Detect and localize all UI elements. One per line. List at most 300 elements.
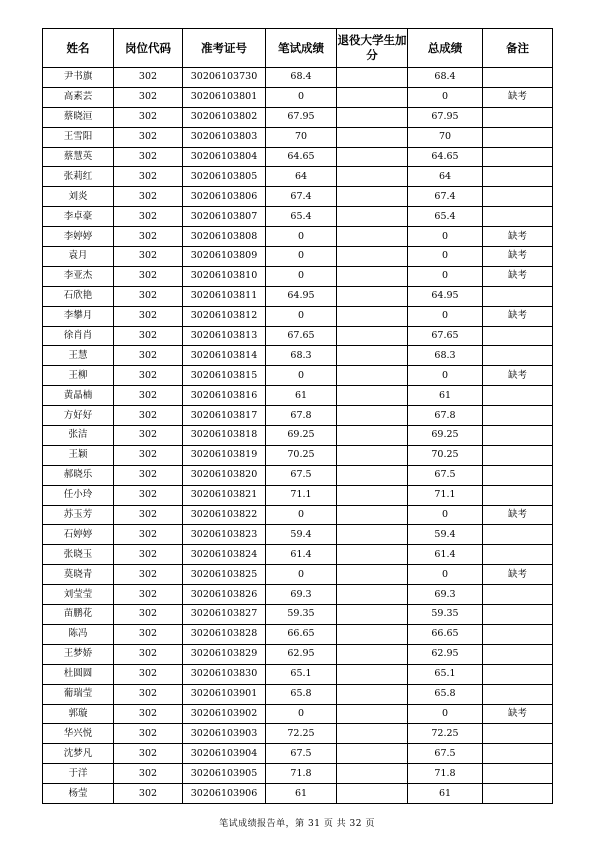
cell-written-score: 67.5 — [266, 465, 337, 485]
cell-written-score: 65.4 — [266, 207, 337, 227]
cell-veteran-bonus — [337, 565, 408, 585]
cell-remarks — [483, 605, 553, 625]
cell-remarks — [483, 147, 553, 167]
cell-name: 张洁 — [43, 426, 114, 446]
cell-total-score: 65.1 — [408, 664, 483, 684]
cell-ticket-number: 30206103901 — [183, 684, 266, 704]
table-row — [43, 127, 553, 147]
cell-ticket-number: 30206103730 — [183, 68, 266, 88]
cell-remarks — [483, 624, 553, 644]
cell-remarks — [483, 346, 553, 366]
cell-remarks — [483, 764, 553, 784]
cell-ticket-number: 30206103828 — [183, 624, 266, 644]
cell-remarks — [483, 167, 553, 187]
cell-total-score: 67.65 — [408, 326, 483, 346]
cell-veteran-bonus — [337, 465, 408, 485]
cell-position-code: 302 — [114, 286, 183, 306]
cell-position-code: 302 — [114, 525, 183, 545]
cell-ticket-number: 30206103816 — [183, 386, 266, 406]
cell-ticket-number: 30206103812 — [183, 306, 266, 326]
cell-total-score: 0 — [408, 87, 483, 107]
table-row — [43, 266, 553, 286]
cell-position-code: 302 — [114, 426, 183, 446]
cell-position-code: 302 — [114, 346, 183, 366]
cell-remarks: 缺考 — [483, 227, 553, 247]
table-row — [43, 624, 553, 644]
cell-veteran-bonus — [337, 306, 408, 326]
header-name: 姓名 — [43, 29, 114, 68]
cell-name: 王慧 — [43, 346, 114, 366]
cell-veteran-bonus — [337, 784, 408, 804]
cell-remarks — [483, 684, 553, 704]
cell-name: 方好好 — [43, 406, 114, 426]
cell-name: 王颖 — [43, 445, 114, 465]
cell-name: 陈冯 — [43, 624, 114, 644]
cell-name: 高素芸 — [43, 87, 114, 107]
cell-written-score: 70.25 — [266, 445, 337, 465]
cell-written-score: 0 — [266, 247, 337, 267]
cell-total-score: 67.8 — [408, 406, 483, 426]
cell-remarks — [483, 107, 553, 127]
cell-ticket-number: 30206103903 — [183, 724, 266, 744]
table-row — [43, 585, 553, 605]
cell-name: 王梦娇 — [43, 644, 114, 664]
cell-written-score: 67.95 — [266, 107, 337, 127]
cell-position-code: 302 — [114, 764, 183, 784]
cell-position-code: 302 — [114, 545, 183, 565]
cell-name: 李亚杰 — [43, 266, 114, 286]
header-position-code: 岗位代码 — [114, 29, 183, 68]
cell-written-score: 0 — [266, 306, 337, 326]
cell-remarks — [483, 784, 553, 804]
cell-name: 张晓玉 — [43, 545, 114, 565]
cell-total-score: 59.35 — [408, 605, 483, 625]
cell-written-score: 61 — [266, 784, 337, 804]
cell-remarks — [483, 485, 553, 505]
cell-total-score: 66.65 — [408, 624, 483, 644]
cell-remarks: 缺考 — [483, 366, 553, 386]
cell-position-code: 302 — [114, 644, 183, 664]
cell-name: 任小玲 — [43, 485, 114, 505]
table-row — [43, 704, 553, 724]
cell-veteran-bonus — [337, 107, 408, 127]
cell-position-code: 302 — [114, 266, 183, 286]
cell-total-score: 68.3 — [408, 346, 483, 366]
cell-position-code: 302 — [114, 624, 183, 644]
cell-total-score: 0 — [408, 704, 483, 724]
cell-ticket-number: 30206103902 — [183, 704, 266, 724]
table-row — [43, 406, 553, 426]
table-row — [43, 68, 553, 88]
cell-written-score: 62.95 — [266, 644, 337, 664]
cell-name: 蔡晓洹 — [43, 107, 114, 127]
table-row — [43, 465, 553, 485]
cell-written-score: 61.4 — [266, 545, 337, 565]
cell-written-score: 0 — [266, 565, 337, 585]
cell-position-code: 302 — [114, 147, 183, 167]
table-row — [43, 565, 553, 585]
page-footer: 笔试成绩报告单，第 31 页 共 32 页 — [219, 819, 375, 829]
cell-ticket-number: 30206103822 — [183, 505, 266, 525]
cell-position-code: 302 — [114, 207, 183, 227]
cell-veteran-bonus — [337, 227, 408, 247]
cell-position-code: 302 — [114, 684, 183, 704]
cell-name: 李婷婷 — [43, 227, 114, 247]
table-row — [43, 326, 553, 346]
cell-total-score: 65.4 — [408, 207, 483, 227]
cell-position-code: 302 — [114, 605, 183, 625]
cell-total-score: 65.8 — [408, 684, 483, 704]
cell-total-score: 69.3 — [408, 585, 483, 605]
cell-remarks — [483, 525, 553, 545]
cell-remarks: 缺考 — [483, 505, 553, 525]
cell-remarks — [483, 426, 553, 446]
cell-written-score: 64 — [266, 167, 337, 187]
cell-remarks — [483, 326, 553, 346]
cell-written-score: 0 — [266, 505, 337, 525]
cell-name: 王柳 — [43, 366, 114, 386]
cell-ticket-number: 30206103827 — [183, 605, 266, 625]
cell-name: 王雪阳 — [43, 127, 114, 147]
cell-position-code: 302 — [114, 445, 183, 465]
cell-position-code: 302 — [114, 465, 183, 485]
table-row — [43, 366, 553, 386]
cell-ticket-number: 30206103811 — [183, 286, 266, 306]
cell-ticket-number: 30206103821 — [183, 485, 266, 505]
cell-name: 郝晓乐 — [43, 465, 114, 485]
table-row — [43, 764, 553, 784]
cell-total-score: 59.4 — [408, 525, 483, 545]
cell-name: 葡瑞莹 — [43, 684, 114, 704]
cell-veteran-bonus — [337, 207, 408, 227]
cell-ticket-number: 30206103824 — [183, 545, 266, 565]
cell-position-code: 302 — [114, 704, 183, 724]
cell-position-code: 302 — [114, 107, 183, 127]
table-row — [43, 227, 553, 247]
cell-veteran-bonus — [337, 68, 408, 88]
cell-veteran-bonus — [337, 724, 408, 744]
cell-veteran-bonus — [337, 266, 408, 286]
cell-veteran-bonus — [337, 366, 408, 386]
cell-veteran-bonus — [337, 426, 408, 446]
cell-name: 张莉红 — [43, 167, 114, 187]
cell-remarks: 缺考 — [483, 704, 553, 724]
cell-position-code: 302 — [114, 326, 183, 346]
table-row — [43, 684, 553, 704]
cell-total-score: 0 — [408, 306, 483, 326]
cell-name: 刘炎 — [43, 187, 114, 207]
cell-remarks — [483, 465, 553, 485]
cell-total-score: 71.1 — [408, 485, 483, 505]
cell-veteran-bonus — [337, 664, 408, 684]
table-row — [43, 286, 553, 306]
cell-ticket-number: 30206103813 — [183, 326, 266, 346]
cell-name: 李卓豪 — [43, 207, 114, 227]
cell-written-score: 71.1 — [266, 485, 337, 505]
cell-position-code: 302 — [114, 505, 183, 525]
header-veteran-bonus: 退役大学生加分 — [337, 29, 408, 68]
cell-name: 郭璇 — [43, 704, 114, 724]
table-row — [43, 664, 553, 684]
cell-total-score: 70 — [408, 127, 483, 147]
table-row — [43, 306, 553, 326]
table-row — [43, 207, 553, 227]
cell-ticket-number: 30206103803 — [183, 127, 266, 147]
cell-name: 杜圆圆 — [43, 664, 114, 684]
cell-name: 徐肖肖 — [43, 326, 114, 346]
cell-remarks: 缺考 — [483, 565, 553, 585]
cell-ticket-number: 30206103804 — [183, 147, 266, 167]
cell-veteran-bonus — [337, 624, 408, 644]
cell-remarks — [483, 644, 553, 664]
cell-position-code: 302 — [114, 406, 183, 426]
cell-total-score: 0 — [408, 565, 483, 585]
cell-veteran-bonus — [337, 744, 408, 764]
table-row — [43, 525, 553, 545]
cell-position-code: 302 — [114, 87, 183, 107]
cell-veteran-bonus — [337, 326, 408, 346]
cell-remarks — [483, 445, 553, 465]
cell-ticket-number: 30206103830 — [183, 664, 266, 684]
table-row — [43, 247, 553, 267]
cell-position-code: 302 — [114, 366, 183, 386]
cell-total-score: 64 — [408, 167, 483, 187]
cell-position-code: 302 — [114, 247, 183, 267]
cell-remarks — [483, 127, 553, 147]
cell-veteran-bonus — [337, 684, 408, 704]
cell-total-score: 0 — [408, 227, 483, 247]
cell-name: 蔡慧英 — [43, 147, 114, 167]
cell-written-score: 68.4 — [266, 68, 337, 88]
cell-veteran-bonus — [337, 386, 408, 406]
table-row — [43, 386, 553, 406]
cell-remarks: 缺考 — [483, 87, 553, 107]
cell-position-code: 302 — [114, 187, 183, 207]
cell-position-code: 302 — [114, 744, 183, 764]
cell-total-score: 61 — [408, 386, 483, 406]
cell-name: 尹书旗 — [43, 68, 114, 88]
score-table — [42, 28, 553, 804]
cell-ticket-number: 30206103829 — [183, 644, 266, 664]
cell-written-score: 0 — [266, 366, 337, 386]
cell-ticket-number: 30206103818 — [183, 426, 266, 446]
cell-position-code: 302 — [114, 565, 183, 585]
cell-veteran-bonus — [337, 525, 408, 545]
cell-written-score: 69.25 — [266, 426, 337, 446]
cell-written-score: 59.35 — [266, 605, 337, 625]
cell-written-score: 59.4 — [266, 525, 337, 545]
cell-veteran-bonus — [337, 346, 408, 366]
cell-written-score: 67.8 — [266, 406, 337, 426]
cell-total-score: 64.95 — [408, 286, 483, 306]
cell-veteran-bonus — [337, 585, 408, 605]
cell-remarks — [483, 406, 553, 426]
cell-veteran-bonus — [337, 247, 408, 267]
table-row — [43, 644, 553, 664]
cell-ticket-number: 30206103802 — [183, 107, 266, 127]
cell-veteran-bonus — [337, 286, 408, 306]
cell-written-score: 68.3 — [266, 346, 337, 366]
cell-remarks — [483, 545, 553, 565]
cell-name: 李攀月 — [43, 306, 114, 326]
table-row — [43, 545, 553, 565]
cell-written-score: 0 — [266, 266, 337, 286]
cell-total-score: 61 — [408, 784, 483, 804]
cell-veteran-bonus — [337, 127, 408, 147]
cell-name: 石欣艳 — [43, 286, 114, 306]
cell-remarks — [483, 187, 553, 207]
cell-ticket-number: 30206103826 — [183, 585, 266, 605]
table-row — [43, 167, 553, 187]
cell-written-score: 0 — [266, 227, 337, 247]
cell-position-code: 302 — [114, 127, 183, 147]
cell-ticket-number: 30206103817 — [183, 406, 266, 426]
table-row — [43, 426, 553, 446]
cell-written-score: 66.65 — [266, 624, 337, 644]
cell-written-score: 65.8 — [266, 684, 337, 704]
cell-veteran-bonus — [337, 644, 408, 664]
cell-remarks: 缺考 — [483, 247, 553, 267]
cell-name: 于洋 — [43, 764, 114, 784]
cell-veteran-bonus — [337, 406, 408, 426]
table-row — [43, 744, 553, 764]
cell-remarks: 缺考 — [483, 266, 553, 286]
cell-ticket-number: 30206103814 — [183, 346, 266, 366]
cell-remarks — [483, 744, 553, 764]
cell-name: 莫晓青 — [43, 565, 114, 585]
cell-total-score: 61.4 — [408, 545, 483, 565]
table-row — [43, 605, 553, 625]
header-remarks: 备注 — [483, 29, 553, 68]
table-body — [43, 68, 553, 804]
cell-total-score: 68.4 — [408, 68, 483, 88]
cell-veteran-bonus — [337, 545, 408, 565]
cell-ticket-number: 30206103904 — [183, 744, 266, 764]
cell-veteran-bonus — [337, 704, 408, 724]
cell-name: 沈梦凡 — [43, 744, 114, 764]
cell-remarks — [483, 724, 553, 744]
cell-ticket-number: 30206103806 — [183, 187, 266, 207]
cell-total-score: 0 — [408, 247, 483, 267]
cell-veteran-bonus — [337, 187, 408, 207]
table-row — [43, 485, 553, 505]
cell-total-score: 67.5 — [408, 465, 483, 485]
cell-written-score: 64.95 — [266, 286, 337, 306]
cell-name: 袁月 — [43, 247, 114, 267]
cell-total-score: 62.95 — [408, 644, 483, 664]
cell-veteran-bonus — [337, 485, 408, 505]
cell-remarks — [483, 386, 553, 406]
table-row — [43, 107, 553, 127]
cell-position-code: 302 — [114, 724, 183, 744]
header-ticket-number: 准考证号 — [183, 29, 266, 68]
cell-name: 黄晶楠 — [43, 386, 114, 406]
cell-written-score: 67.65 — [266, 326, 337, 346]
cell-total-score: 0 — [408, 266, 483, 286]
table-row — [43, 147, 553, 167]
cell-total-score: 67.4 — [408, 187, 483, 207]
cell-total-score: 67.95 — [408, 107, 483, 127]
cell-total-score: 70.25 — [408, 445, 483, 465]
cell-written-score: 70 — [266, 127, 337, 147]
cell-ticket-number: 30206103819 — [183, 445, 266, 465]
cell-ticket-number: 30206103906 — [183, 784, 266, 804]
table-row — [43, 87, 553, 107]
cell-position-code: 302 — [114, 585, 183, 605]
cell-position-code: 302 — [114, 227, 183, 247]
cell-name: 华兴悦 — [43, 724, 114, 744]
cell-position-code: 302 — [114, 68, 183, 88]
cell-name: 苏玉芳 — [43, 505, 114, 525]
cell-ticket-number: 30206103905 — [183, 764, 266, 784]
cell-position-code: 302 — [114, 784, 183, 804]
cell-total-score: 64.65 — [408, 147, 483, 167]
cell-written-score: 61 — [266, 386, 337, 406]
cell-written-score: 67.5 — [266, 744, 337, 764]
cell-written-score: 0 — [266, 704, 337, 724]
cell-name: 苗鹏花 — [43, 605, 114, 625]
cell-written-score: 72.25 — [266, 724, 337, 744]
cell-veteran-bonus — [337, 445, 408, 465]
cell-remarks — [483, 68, 553, 88]
table-row — [43, 505, 553, 525]
header-total-score: 总成绩 — [408, 29, 483, 68]
cell-position-code: 302 — [114, 386, 183, 406]
cell-ticket-number: 30206103820 — [183, 465, 266, 485]
table-header-row — [43, 29, 553, 68]
cell-veteran-bonus — [337, 505, 408, 525]
cell-total-score: 72.25 — [408, 724, 483, 744]
header-written-score: 笔试成绩 — [266, 29, 337, 68]
cell-ticket-number: 30206103815 — [183, 366, 266, 386]
cell-position-code: 302 — [114, 485, 183, 505]
cell-veteran-bonus — [337, 764, 408, 784]
cell-position-code: 302 — [114, 664, 183, 684]
table-row — [43, 784, 553, 804]
cell-total-score: 71.8 — [408, 764, 483, 784]
cell-remarks: 缺考 — [483, 306, 553, 326]
cell-ticket-number: 30206103801 — [183, 87, 266, 107]
cell-position-code: 302 — [114, 306, 183, 326]
cell-veteran-bonus — [337, 147, 408, 167]
cell-written-score: 0 — [266, 87, 337, 107]
cell-total-score: 0 — [408, 505, 483, 525]
cell-remarks — [483, 286, 553, 306]
cell-remarks — [483, 585, 553, 605]
cell-ticket-number: 30206103805 — [183, 167, 266, 187]
cell-written-score: 64.65 — [266, 147, 337, 167]
cell-written-score: 65.1 — [266, 664, 337, 684]
cell-name: 石婷婷 — [43, 525, 114, 545]
cell-ticket-number: 30206103807 — [183, 207, 266, 227]
cell-name: 杨莹 — [43, 784, 114, 804]
cell-total-score: 67.5 — [408, 744, 483, 764]
cell-position-code: 302 — [114, 167, 183, 187]
table-row — [43, 445, 553, 465]
cell-ticket-number: 30206103825 — [183, 565, 266, 585]
cell-ticket-number: 30206103810 — [183, 266, 266, 286]
cell-ticket-number: 30206103808 — [183, 227, 266, 247]
cell-name: 刘莹莹 — [43, 585, 114, 605]
cell-remarks — [483, 664, 553, 684]
cell-written-score: 67.4 — [266, 187, 337, 207]
table-row — [43, 346, 553, 366]
cell-written-score: 71.8 — [266, 764, 337, 784]
table-row — [43, 724, 553, 744]
cell-written-score: 69.3 — [266, 585, 337, 605]
cell-veteran-bonus — [337, 167, 408, 187]
cell-total-score: 0 — [408, 366, 483, 386]
